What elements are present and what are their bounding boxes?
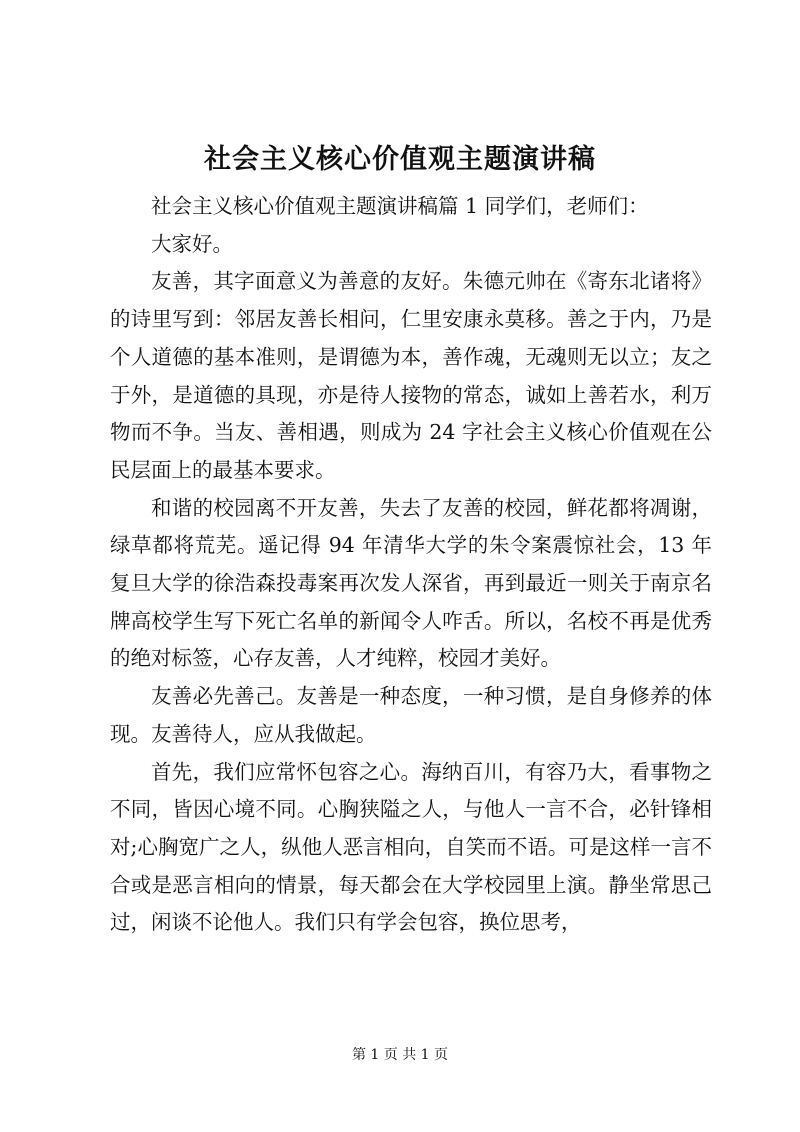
paragraph-hello: 大家好。 <box>151 231 233 256</box>
document-body <box>110 188 712 942</box>
paragraph-tolerance: 首先，我们应常怀包容之心。海纳百川，有容乃大，看事物之不同，皆因心境不同。心胸狭隘之人，与他人一言不合，必针锋相对;心胸宽广之人，纵他人恶言相向，自笑而不语。可是这样一言不合或是恶言相向的情景，每天都会在大学校园里上演。静坐常思己过，闲谈不论他人。我们只有学会包容，换位思考， <box>110 759 712 935</box>
paragraph-harmonious-campus: 和谐的校园离不开友善，失去了友善的校园，鲜花都将凋谢，绿草都将荒芜。遥记得 94 年清华大学的朱令案震惊社会，13 年复旦大学的徐浩森投毒案再次发人深省，再到最近一则关于南京名牌高校学生写下死亡名单的新闻令人咋舌。所以，名校不再是优秀的绝对标签，心存友善，人才纯粹，校园才美好。 <box>110 495 712 671</box>
paragraph-self-kindness: 友善必先善己。友善是一种态度，一种习惯，是自身修养的体现。友善待人，应从我做起。 <box>110 684 712 746</box>
paragraph-greeting-line: 社会主义核心价值观主题演讲稿篇 1 同学们，老师们： <box>151 194 649 218</box>
paragraph-friendliness-meaning: 友善，其字面意义为善意的友好。朱德元帅在《寄东北诸将》的诗里写到：邻居友善长相问，仁里安康永莫移。善之于内，乃是个人道德的基本准则，是谓德为本，善作魂，无魂则无以立；友之于外，是道德的具现，亦是待人接物的常态，诚如上善若水，利万物而不争。当友、善相遇，则成为 24 字社会主义核心价值观在公民层面上的最基本要求。 <box>110 269 712 482</box>
document-title: 社会主义核心价值观主题演讲稿 <box>204 144 596 175</box>
page-footer: 第 1 页 共 1 页 <box>351 1047 449 1063</box>
